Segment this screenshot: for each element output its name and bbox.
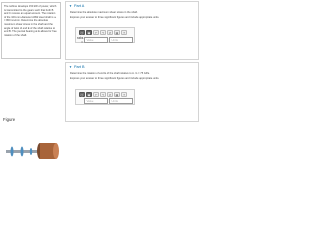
help-button[interactable]: ? xyxy=(121,30,127,35)
part-a-answer-box xyxy=(75,27,135,43)
keyboard-button[interactable]: ▦ xyxy=(115,31,119,35)
part-b-value-input[interactable]: Value xyxy=(84,98,108,104)
matrix-button[interactable]: ▣ xyxy=(87,31,91,35)
keyboard-button[interactable]: ▦ xyxy=(115,93,119,97)
part-b-header[interactable] xyxy=(66,63,198,70)
part-b-input-row xyxy=(77,98,134,104)
part-b-title: Part B xyxy=(73,64,85,69)
reset-button[interactable]: ⟳ xyxy=(108,93,112,97)
parts-panel xyxy=(65,0,200,173)
redo-button[interactable]: ↷ xyxy=(101,31,105,35)
part-a-card xyxy=(65,1,199,60)
part-a-var-label: τabs = xyxy=(77,36,84,44)
part-b-question: Determine the rotation of end E of the shaft relative to A. G = 75 GPa. xyxy=(70,72,150,75)
part-a-title: Part A xyxy=(73,3,85,8)
matrix-button[interactable]: ▣ xyxy=(87,93,91,97)
problem-panel xyxy=(0,0,62,173)
part-a-header[interactable] xyxy=(66,2,198,9)
part-a-question: Determine the absolute maximum shear stress in the shaft. xyxy=(70,11,138,14)
part-b-units-input[interactable]: Units xyxy=(109,98,133,104)
template-button[interactable]: ▢ xyxy=(80,93,84,97)
bearing-e xyxy=(30,148,32,155)
gear-c xyxy=(21,147,24,157)
gear-b xyxy=(11,147,14,157)
chevron-down-icon: ▼ xyxy=(69,3,72,8)
part-a-toolbar xyxy=(79,30,127,35)
template-button[interactable]: ▢ xyxy=(80,31,84,35)
part-a-units-input[interactable]: Units xyxy=(109,37,133,43)
shaft-figure xyxy=(2,124,62,170)
part-b-card xyxy=(65,62,199,122)
turbine-face xyxy=(53,143,59,159)
undo-button[interactable]: ↶ xyxy=(94,31,98,35)
part-a-instruction: Express your answer to three significant figures and include appropriate units. xyxy=(70,16,160,20)
part-b-answer-box xyxy=(75,89,135,105)
figure-label: Figure xyxy=(3,117,16,122)
undo-button[interactable]: ↶ xyxy=(94,93,98,97)
redo-button[interactable]: ↷ xyxy=(101,93,105,97)
help-button[interactable]: ? xyxy=(121,92,127,97)
reset-button[interactable]: ⟳ xyxy=(108,31,112,35)
problem-statement: The turbine develops 150 kW of power, which is transmitted to the gears such that both B and C receive an equal amount. The rotation of the 100-mm-diameter A992 steel shaft is ω = 800 rev/min. Determine the absolute maximum shear stress in the shaft and the angle of twist of end E of the shaft relative to end B. The journal bearing at E allows for free rotation of the shaft. xyxy=(1,2,61,59)
part-a-value-input[interactable]: Value xyxy=(84,37,108,43)
chevron-down-icon: ▼ xyxy=(69,64,72,69)
part-b-toolbar xyxy=(79,92,127,97)
part-a-input-row xyxy=(77,36,134,44)
part-b-instruction: Express your answer to three significant figures and include appropriate units. xyxy=(70,77,160,81)
